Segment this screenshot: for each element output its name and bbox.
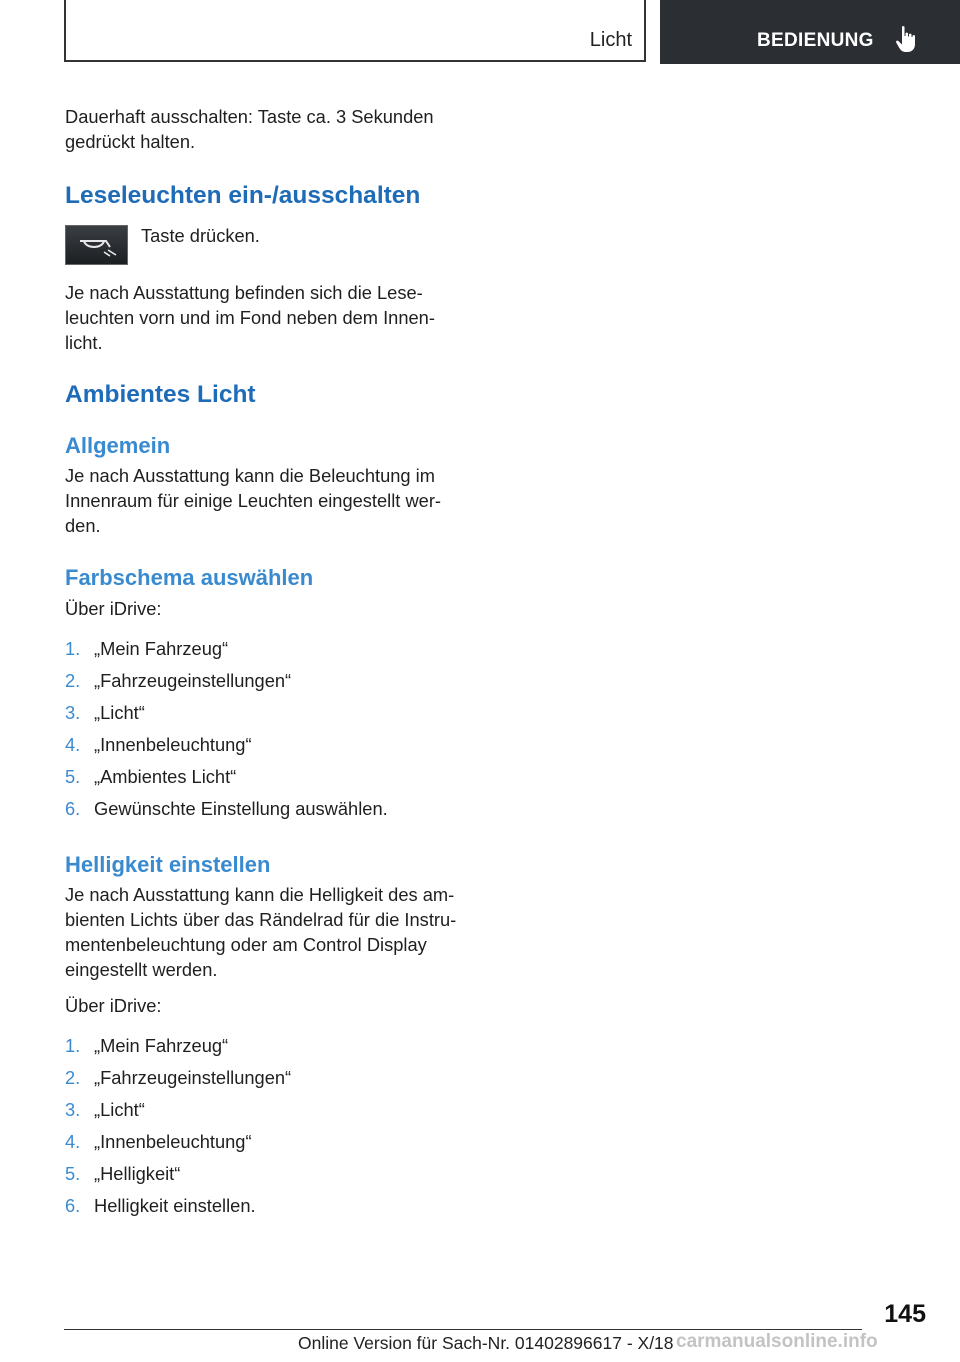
- footer-text: Online Version für Sach-Nr. 01402896617 - X/18: [298, 1333, 674, 1353]
- list-item: 4. „Innenbeleuchtung“: [65, 1131, 252, 1152]
- watermark: carmanualsonline.info: [676, 1331, 878, 1352]
- color-scheme-steps: [65, 636, 485, 828]
- brightness-steps: [65, 1033, 485, 1225]
- intro-paragraph: Dauerhaft ausschalten: Taste ca. 3 Sekunden gedrückt halten.: [65, 106, 434, 152]
- reading-light-icon: [74, 233, 120, 257]
- footer-divider: [64, 1329, 862, 1330]
- section-title: Licht: [589, 29, 632, 51]
- heading-general: Allgemein: [65, 433, 171, 458]
- reading-light-instruction: Taste drücken.: [141, 225, 260, 246]
- heading-reading-lights: Leseleuchten ein-/ausschalten: [65, 182, 421, 209]
- list-item: 1. „Mein Fahrzeug“: [65, 638, 229, 659]
- reading-light-row: [65, 225, 485, 265]
- list-item: 4. „Innenbeleuchtung“: [65, 734, 252, 755]
- reading-lights-description: Je nach Ausstattung befinden sich die Leseleuchten vorn und im Fond neben dem Innenlicht.: [65, 282, 435, 353]
- list-item: 6. Gewünschte Einstellung auswählen.: [65, 798, 388, 819]
- list-item: 2. „Fahrzeugeinstellungen“: [65, 670, 292, 691]
- color-scheme-via: Über iDrive:: [65, 598, 162, 619]
- general-paragraph: Je nach Ausstattung kann die Beleuchtung im Innenraum für einige Leuchten eingestellt werden.: [65, 465, 442, 536]
- heading-ambient-light: Ambientes Licht: [65, 381, 256, 408]
- hand-pointer-icon: [895, 25, 919, 53]
- list-item: 5. „Ambientes Licht“: [65, 766, 237, 787]
- main-content: [65, 104, 485, 1225]
- chapter-title: BEDIENUNG: [757, 30, 874, 51]
- brightness-via: Über iDrive:: [65, 995, 162, 1016]
- chapter-tab[interactable]: [660, 0, 960, 64]
- list-item: 1. „Mein Fahrzeug“: [65, 1035, 229, 1056]
- list-item: 6. Helligkeit einstellen.: [65, 1195, 256, 1216]
- page-number: 145: [884, 1300, 926, 1328]
- list-item: 2. „Fahrzeugeinstellungen“: [65, 1067, 292, 1088]
- header-section-box: [64, 0, 646, 62]
- list-item: 3. „Licht“: [65, 1099, 145, 1120]
- list-item: 5. „Helligkeit“: [65, 1163, 181, 1184]
- list-item: 3. „Licht“: [65, 702, 145, 723]
- reading-light-button[interactable]: [65, 225, 128, 265]
- brightness-paragraph: Je nach Ausstattung kann die Helligkeit des ambienten Lichts über das Rändelrad für die Instrumentenbeleuchtung oder am Control Display eingestellt werden.: [65, 884, 457, 980]
- heading-brightness: Helligkeit einstellen: [65, 852, 271, 877]
- heading-color-scheme: Farbschema auswählen: [65, 565, 314, 590]
